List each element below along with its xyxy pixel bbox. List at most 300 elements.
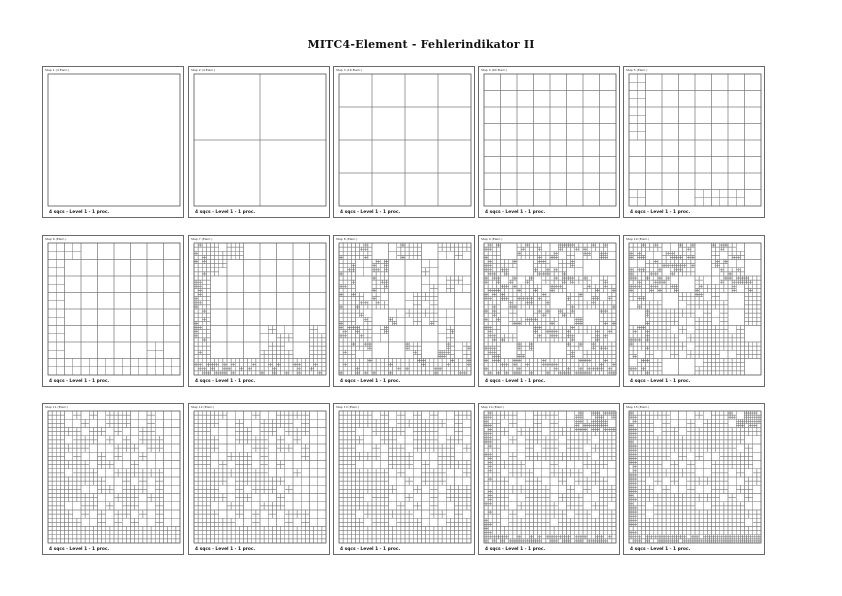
mesh-element	[176, 527, 180, 531]
mesh-element	[552, 332, 554, 334]
mesh-element	[52, 440, 56, 444]
mesh-element	[206, 276, 210, 280]
mesh-element	[358, 371, 360, 373]
mesh-element	[732, 284, 734, 286]
mesh-element	[494, 290, 496, 292]
mesh-element	[343, 354, 347, 358]
mesh-element	[662, 321, 666, 325]
mesh-element	[724, 284, 728, 288]
mesh-element	[384, 371, 388, 375]
mesh-element	[635, 356, 637, 358]
mesh-element	[589, 286, 591, 288]
mesh-element	[546, 264, 550, 268]
mesh-element	[749, 313, 753, 317]
mesh-element	[389, 319, 391, 321]
mesh-element	[650, 371, 654, 375]
mesh-element	[552, 284, 554, 286]
mesh-element	[155, 514, 159, 518]
mesh-element	[496, 371, 498, 373]
mesh-element	[536, 319, 538, 321]
mesh-element	[593, 299, 595, 301]
mesh-element	[569, 342, 571, 344]
mesh-element	[60, 510, 64, 514]
mesh-element	[52, 535, 56, 539]
mesh-element	[604, 371, 608, 375]
mesh-element	[544, 274, 546, 276]
mesh-element	[486, 317, 488, 319]
mesh-plot	[484, 74, 616, 206]
mesh-element	[89, 415, 93, 419]
mesh-element	[221, 371, 223, 373]
mesh-element	[505, 268, 507, 270]
mesh-element	[509, 282, 511, 284]
mesh-element	[358, 367, 360, 369]
mesh-element	[534, 272, 538, 276]
mesh-element	[77, 473, 81, 477]
mesh-element	[689, 249, 691, 251]
mesh-element	[716, 354, 720, 358]
mesh-element	[577, 323, 579, 325]
mesh-element	[676, 284, 678, 286]
mesh-element	[501, 359, 505, 363]
mesh-element	[484, 371, 488, 375]
mesh-element	[554, 363, 556, 365]
mesh-element	[633, 251, 637, 255]
mesh-element	[641, 338, 645, 342]
mesh-element	[52, 473, 56, 477]
mesh-element	[567, 278, 569, 280]
mesh-element	[674, 268, 676, 270]
mesh-element	[656, 260, 658, 262]
mesh-element	[65, 359, 73, 367]
mesh-element	[654, 371, 658, 375]
mesh-element	[56, 243, 64, 251]
mesh-element	[73, 518, 77, 522]
mesh-element	[490, 268, 492, 270]
mesh-element	[542, 367, 546, 371]
mesh-element	[81, 440, 85, 444]
mesh-element	[736, 284, 744, 292]
mesh-element	[73, 411, 77, 415]
mesh-element	[525, 342, 529, 346]
mesh-element	[496, 245, 498, 247]
mesh-element	[200, 293, 202, 295]
mesh-element	[484, 284, 488, 288]
mesh-element	[486, 311, 488, 313]
mesh-element	[98, 514, 102, 518]
mesh-element	[703, 359, 707, 363]
mesh-element	[122, 502, 126, 506]
mesh-element	[233, 363, 235, 365]
mesh-element	[646, 74, 663, 91]
mesh-element	[728, 107, 745, 124]
mesh-element	[494, 338, 496, 340]
mesh-element	[430, 268, 438, 276]
mesh-element	[56, 423, 60, 427]
mesh-element	[498, 245, 500, 247]
mesh-element	[635, 286, 637, 288]
mesh-element	[571, 354, 573, 356]
mesh-element	[52, 518, 56, 522]
mesh-element	[492, 317, 496, 321]
mesh-element	[272, 354, 276, 358]
mesh-element	[118, 428, 122, 432]
mesh-element	[496, 255, 500, 259]
mesh-element	[126, 539, 130, 543]
mesh-element	[496, 309, 500, 313]
mesh-element	[368, 359, 370, 361]
mesh-element	[648, 334, 650, 336]
mesh-element	[556, 284, 558, 286]
mesh-element	[691, 272, 695, 276]
mesh-element	[417, 346, 421, 350]
mesh-element	[77, 481, 81, 485]
mesh-element	[552, 365, 554, 367]
mesh-element	[401, 251, 405, 255]
mesh-element	[650, 313, 654, 317]
mesh-element	[509, 260, 513, 264]
mesh-element	[151, 469, 155, 473]
mesh-element	[419, 359, 421, 361]
mesh-element	[143, 514, 147, 518]
mesh-element	[48, 243, 56, 251]
mesh-element	[351, 288, 355, 292]
mesh-element	[241, 369, 243, 371]
mesh-element	[343, 342, 347, 346]
mesh-element	[658, 338, 662, 342]
mesh-element	[648, 323, 650, 325]
mesh-element	[446, 284, 450, 288]
mesh-element	[509, 309, 513, 313]
mesh-element	[349, 326, 351, 328]
mesh-element	[401, 363, 405, 367]
mesh-element	[260, 334, 268, 342]
mesh-element	[194, 346, 198, 350]
mesh-element	[397, 367, 399, 369]
mesh-element	[81, 359, 89, 367]
mesh-element	[496, 319, 498, 321]
mesh-element	[345, 332, 347, 334]
mesh-element	[372, 288, 374, 290]
mesh-element	[496, 260, 500, 264]
mesh-element	[641, 251, 645, 255]
mesh-element	[490, 299, 492, 301]
mesh-element	[736, 190, 744, 198]
mesh-element	[591, 301, 593, 303]
mesh-element	[446, 317, 454, 325]
mesh-element	[204, 340, 206, 342]
mesh-element	[347, 284, 351, 288]
mesh-element	[579, 243, 583, 247]
mesh-element	[548, 270, 550, 272]
mesh-element	[139, 452, 143, 456]
mesh-element	[600, 321, 604, 325]
mesh-element	[529, 243, 533, 247]
mesh-element	[527, 299, 529, 301]
mesh-element	[527, 365, 529, 367]
mesh-element	[575, 359, 579, 363]
mesh-element	[641, 288, 645, 292]
mesh-element	[695, 260, 712, 277]
mesh-element	[679, 251, 683, 255]
mesh-element	[639, 326, 641, 328]
mesh-element	[600, 157, 617, 174]
mesh-element	[641, 297, 643, 299]
mesh-element	[227, 371, 231, 375]
mesh-element	[239, 371, 243, 375]
mesh-element	[455, 255, 459, 259]
mesh-element	[343, 371, 347, 375]
mesh-element	[484, 354, 488, 358]
mesh-element	[341, 334, 343, 336]
mesh-element	[204, 319, 206, 321]
mesh-element	[728, 255, 732, 259]
mesh-element	[384, 305, 388, 309]
mesh-element	[305, 363, 309, 367]
mesh-element	[93, 498, 97, 502]
mesh-element	[496, 272, 500, 276]
mesh-element	[716, 305, 720, 309]
mesh-element	[587, 243, 591, 247]
mesh-element	[322, 363, 326, 367]
mesh-element	[501, 107, 518, 124]
mesh-element	[65, 432, 69, 436]
mesh-element	[583, 330, 587, 334]
mesh-element	[501, 338, 503, 340]
mesh-element	[151, 428, 155, 432]
mesh-element	[600, 190, 617, 207]
mesh-element	[728, 140, 745, 157]
mesh-element	[648, 313, 650, 315]
mesh-element	[318, 363, 322, 367]
mesh-element	[631, 286, 633, 288]
mesh-element	[538, 274, 540, 276]
mesh-element	[438, 354, 440, 356]
mesh-element	[515, 359, 517, 361]
mesh-element	[585, 361, 587, 363]
mesh-element	[413, 243, 417, 247]
mesh-element	[635, 284, 637, 286]
mesh-element	[131, 506, 135, 510]
mesh-element	[685, 266, 687, 268]
mesh-element	[231, 251, 235, 255]
mesh-element	[654, 286, 656, 288]
mesh-element	[206, 243, 210, 247]
mesh-element	[159, 481, 163, 485]
mesh-element	[534, 313, 538, 317]
mesh-element	[56, 436, 60, 440]
mesh-element	[569, 334, 571, 336]
mesh-element	[211, 309, 228, 326]
mesh-element	[529, 255, 533, 259]
mesh-element	[417, 342, 421, 346]
mesh-element	[498, 282, 500, 284]
mesh-element	[720, 321, 724, 325]
mesh-element	[722, 245, 724, 247]
mesh-element	[670, 354, 674, 358]
mesh-element	[486, 369, 488, 371]
mesh-element	[81, 469, 85, 473]
mesh-element	[426, 359, 430, 363]
mesh-element	[314, 371, 318, 375]
mesh-element	[554, 284, 556, 286]
mesh-element	[122, 527, 126, 531]
mesh-element	[299, 363, 301, 365]
mesh-element	[314, 342, 318, 346]
mesh-element	[422, 309, 426, 313]
mesh-element	[567, 264, 571, 268]
mesh-element	[679, 334, 687, 342]
mesh-element	[215, 371, 217, 373]
mesh-element	[77, 494, 81, 498]
mesh-element	[492, 243, 496, 247]
mesh-element	[106, 428, 114, 436]
mesh-element	[527, 303, 529, 305]
mesh-element	[252, 367, 256, 371]
mesh-element	[345, 352, 347, 354]
mesh-element	[48, 489, 52, 493]
mesh-element	[339, 264, 343, 268]
mesh-element	[701, 284, 703, 286]
mesh-element	[60, 461, 64, 465]
mesh-element	[48, 411, 52, 415]
mesh-element	[422, 268, 426, 272]
mesh-element	[571, 340, 573, 342]
mesh-element	[434, 305, 438, 309]
mesh-element	[585, 359, 587, 361]
mesh-element	[459, 247, 463, 251]
mesh-element	[81, 465, 85, 469]
mesh-element	[446, 352, 448, 354]
mesh-element	[384, 262, 386, 264]
mesh-element	[351, 313, 355, 317]
mesh-element	[155, 419, 163, 427]
mesh-element	[362, 336, 364, 338]
mesh-element	[351, 301, 355, 305]
mesh-element	[583, 367, 587, 371]
mesh-element	[339, 243, 343, 247]
mesh-element	[85, 510, 89, 514]
mesh-element	[597, 367, 599, 369]
mesh-element	[81, 243, 98, 260]
mesh-element	[670, 338, 674, 342]
mesh-element	[641, 270, 643, 272]
mesh-element	[211, 255, 215, 259]
mesh-element	[122, 510, 126, 514]
mesh-element	[745, 280, 747, 282]
mesh-element	[409, 371, 413, 375]
mesh-element	[687, 249, 689, 251]
mesh-element	[198, 326, 200, 328]
mesh-element	[703, 276, 711, 284]
mesh-element	[289, 411, 293, 415]
mesh-element	[534, 293, 538, 297]
mesh-element	[564, 272, 566, 274]
mesh-element	[501, 140, 518, 157]
mesh-element	[720, 342, 724, 346]
mesh-element	[426, 363, 430, 367]
mesh-element	[139, 489, 143, 493]
mesh-element	[231, 243, 235, 247]
mesh-element	[356, 255, 360, 259]
mesh-element	[558, 311, 560, 313]
mesh-element	[724, 280, 728, 284]
mesh-element	[569, 371, 571, 373]
mesh-element	[126, 469, 130, 473]
mesh-element	[734, 288, 736, 290]
mesh-element	[629, 198, 637, 206]
mesh-element	[670, 253, 672, 255]
mesh-element	[56, 489, 60, 493]
mesh-element	[587, 247, 591, 251]
mesh-element	[679, 309, 683, 313]
mesh-element	[139, 510, 143, 514]
mesh-element	[666, 266, 668, 268]
mesh-element	[687, 260, 691, 264]
mesh-element	[494, 307, 496, 309]
mesh-element	[384, 276, 388, 280]
mesh-element	[589, 253, 591, 255]
mesh-element	[413, 342, 417, 346]
mesh-element	[131, 477, 139, 485]
mesh-element	[527, 245, 529, 247]
mesh-element	[164, 494, 172, 502]
mesh-element	[341, 286, 343, 288]
mesh-element	[595, 359, 599, 363]
mesh-element	[341, 323, 343, 325]
mesh-element	[606, 346, 608, 348]
mesh-element	[548, 371, 550, 373]
mesh-element	[712, 359, 716, 363]
mesh-element	[277, 365, 279, 367]
mesh-element	[442, 243, 446, 247]
mesh-element	[654, 346, 658, 350]
mesh-element	[73, 461, 77, 465]
mesh-element	[159, 489, 163, 493]
mesh-element	[467, 346, 469, 348]
mesh-element	[364, 330, 368, 334]
mesh-element	[722, 247, 724, 249]
mesh-element	[322, 371, 326, 375]
mesh-element	[318, 346, 322, 350]
mesh-element	[314, 365, 316, 367]
mesh-element	[548, 309, 550, 311]
mesh-element	[699, 330, 703, 334]
mesh-element	[81, 535, 85, 539]
mesh-element	[198, 371, 202, 375]
mesh-element	[567, 317, 575, 325]
mesh-element	[268, 371, 272, 375]
mesh-element	[564, 276, 566, 278]
mesh-element	[600, 74, 617, 91]
mesh-element	[370, 359, 372, 361]
mesh-element	[239, 363, 243, 367]
mesh-element	[505, 284, 507, 286]
mesh-element	[56, 531, 60, 535]
mesh-element	[52, 477, 56, 481]
mesh-element	[486, 359, 488, 361]
mesh-element	[484, 342, 488, 346]
mesh-element	[740, 251, 744, 255]
mesh-element	[503, 270, 505, 272]
mesh-element	[745, 309, 749, 313]
mesh-element	[666, 309, 670, 313]
mesh-element	[442, 359, 446, 363]
mesh-element	[679, 257, 681, 259]
mesh-element	[583, 124, 600, 141]
mesh-element	[85, 498, 89, 502]
mesh-element	[587, 301, 591, 305]
